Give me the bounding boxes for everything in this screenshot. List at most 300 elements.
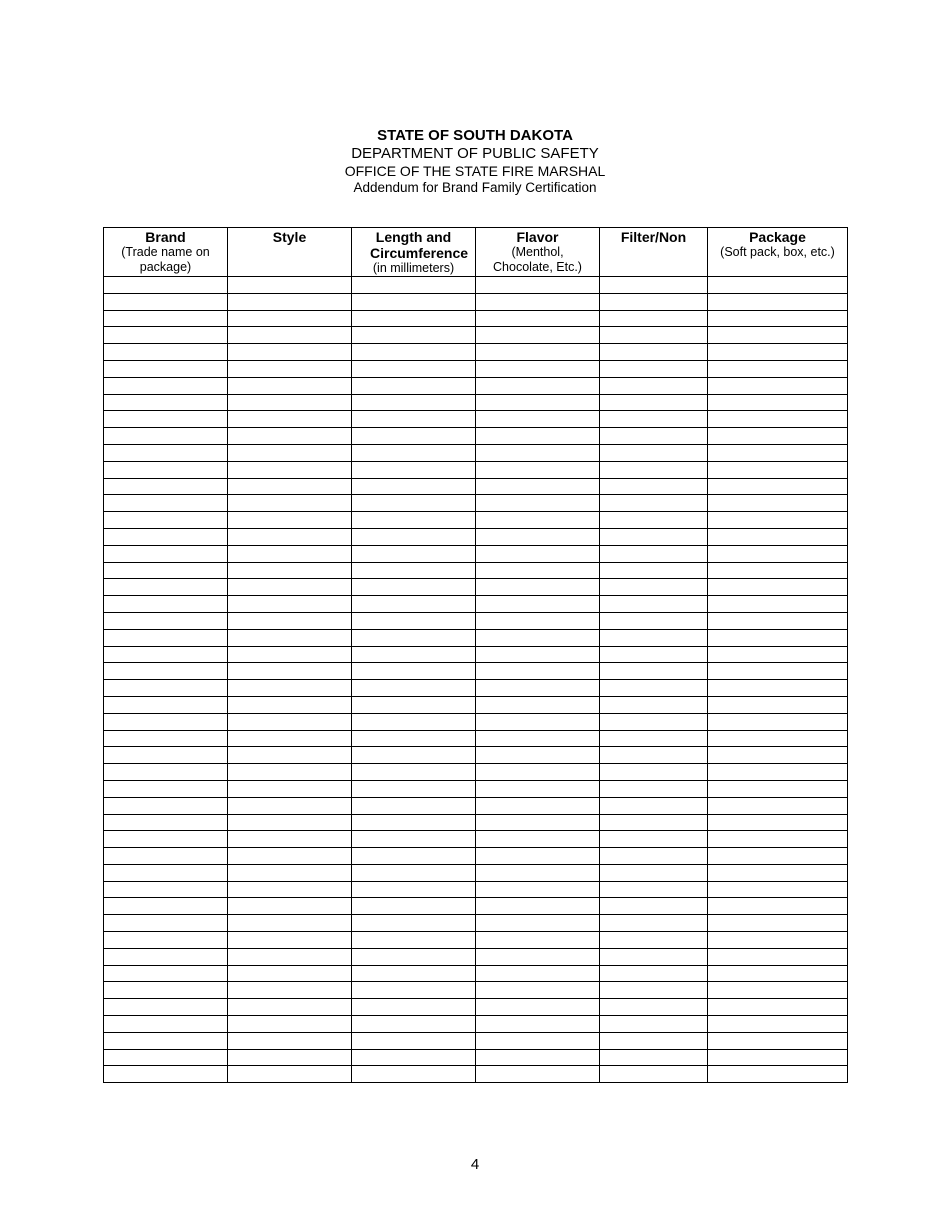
blank-entry-cell[interactable] xyxy=(352,1066,476,1083)
blank-entry-cell[interactable] xyxy=(104,478,228,495)
blank-entry-cell[interactable] xyxy=(600,461,708,478)
blank-entry-cell[interactable] xyxy=(476,680,600,697)
blank-entry-cell[interactable] xyxy=(228,713,352,730)
blank-entry-cell[interactable] xyxy=(708,293,848,310)
blank-entry-cell[interactable] xyxy=(352,831,476,848)
blank-entry-cell[interactable] xyxy=(600,932,708,949)
blank-entry-cell[interactable] xyxy=(708,377,848,394)
blank-entry-cell[interactable] xyxy=(228,848,352,865)
blank-entry-cell[interactable] xyxy=(104,848,228,865)
blank-entry-cell[interactable] xyxy=(228,898,352,915)
table-row xyxy=(104,999,848,1016)
blank-entry-cell[interactable] xyxy=(600,1016,708,1033)
blank-entry-cell[interactable] xyxy=(104,881,228,898)
blank-entry-cell[interactable] xyxy=(352,629,476,646)
blank-entry-cell[interactable] xyxy=(352,864,476,881)
blank-entry-cell[interactable] xyxy=(476,780,600,797)
blank-entry-cell[interactable] xyxy=(476,629,600,646)
blank-entry-cell[interactable] xyxy=(476,411,600,428)
blank-entry-cell[interactable] xyxy=(708,495,848,512)
column-title: Package xyxy=(749,229,806,245)
blank-entry-cell[interactable] xyxy=(352,797,476,814)
blank-entry-cell[interactable] xyxy=(104,545,228,562)
blank-entry-cell[interactable] xyxy=(352,528,476,545)
blank-entry-cell[interactable] xyxy=(476,579,600,596)
blank-entry-cell[interactable] xyxy=(708,915,848,932)
blank-entry-cell[interactable] xyxy=(476,764,600,781)
blank-entry-cell[interactable] xyxy=(352,730,476,747)
blank-entry-cell[interactable] xyxy=(104,612,228,629)
blank-entry-cell[interactable] xyxy=(600,814,708,831)
blank-entry-cell[interactable] xyxy=(476,982,600,999)
blank-entry-cell[interactable] xyxy=(476,293,600,310)
blank-entry-cell[interactable] xyxy=(708,898,848,915)
blank-entry-cell[interactable] xyxy=(708,663,848,680)
blank-entry-cell[interactable] xyxy=(104,495,228,512)
blank-entry-cell[interactable] xyxy=(352,428,476,445)
blank-entry-cell[interactable] xyxy=(228,360,352,377)
blank-entry-cell[interactable] xyxy=(600,360,708,377)
blank-entry-cell[interactable] xyxy=(600,663,708,680)
blank-entry-cell[interactable] xyxy=(228,310,352,327)
blank-entry-cell[interactable] xyxy=(228,747,352,764)
blank-entry-cell[interactable] xyxy=(708,528,848,545)
blank-entry-cell[interactable] xyxy=(476,814,600,831)
blank-entry-cell[interactable] xyxy=(228,864,352,881)
table-row xyxy=(104,696,848,713)
blank-entry-cell[interactable] xyxy=(600,948,708,965)
blank-entry-cell[interactable] xyxy=(104,512,228,529)
blank-entry-cell[interactable] xyxy=(476,1032,600,1049)
blank-entry-cell[interactable] xyxy=(600,394,708,411)
blank-entry-cell[interactable] xyxy=(228,629,352,646)
blank-entry-cell[interactable] xyxy=(600,310,708,327)
blank-entry-cell[interactable] xyxy=(104,360,228,377)
blank-entry-cell[interactable] xyxy=(228,982,352,999)
blank-entry-cell[interactable] xyxy=(708,696,848,713)
table-header-row xyxy=(104,228,848,277)
blank-entry-cell[interactable] xyxy=(476,1066,600,1083)
blank-entry-cell[interactable] xyxy=(708,881,848,898)
blank-entry-cell[interactable] xyxy=(228,915,352,932)
blank-entry-cell[interactable] xyxy=(104,562,228,579)
blank-entry-cell[interactable] xyxy=(708,948,848,965)
blank-entry-cell[interactable] xyxy=(600,444,708,461)
blank-entry-cell[interactable] xyxy=(708,764,848,781)
blank-entry-cell[interactable] xyxy=(228,344,352,361)
blank-entry-cell[interactable] xyxy=(708,646,848,663)
blank-entry-cell[interactable] xyxy=(228,1066,352,1083)
blank-entry-cell[interactable] xyxy=(104,730,228,747)
blank-entry-cell[interactable] xyxy=(476,612,600,629)
blank-entry-cell[interactable] xyxy=(228,327,352,344)
blank-entry-cell[interactable] xyxy=(104,293,228,310)
blank-entry-cell[interactable] xyxy=(708,1066,848,1083)
blank-entry-cell[interactable] xyxy=(104,780,228,797)
blank-entry-cell[interactable] xyxy=(708,848,848,865)
blank-entry-cell[interactable] xyxy=(600,797,708,814)
blank-entry-cell[interactable] xyxy=(708,428,848,445)
blank-entry-cell[interactable] xyxy=(352,948,476,965)
blank-entry-cell[interactable] xyxy=(228,730,352,747)
blank-entry-cell[interactable] xyxy=(104,814,228,831)
blank-entry-cell[interactable] xyxy=(352,1049,476,1066)
blank-entry-cell[interactable] xyxy=(352,680,476,697)
blank-entry-cell[interactable] xyxy=(600,730,708,747)
blank-entry-cell[interactable] xyxy=(104,528,228,545)
blank-entry-cell[interactable] xyxy=(352,915,476,932)
blank-entry-cell[interactable] xyxy=(352,344,476,361)
blank-entry-cell[interactable] xyxy=(352,293,476,310)
blank-entry-cell[interactable] xyxy=(600,864,708,881)
blank-entry-cell[interactable] xyxy=(600,495,708,512)
blank-entry-cell[interactable] xyxy=(600,596,708,613)
blank-entry-cell[interactable] xyxy=(600,377,708,394)
blank-entry-cell[interactable] xyxy=(352,696,476,713)
blank-entry-cell[interactable] xyxy=(104,444,228,461)
blank-entry-cell[interactable] xyxy=(600,411,708,428)
blank-entry-cell[interactable] xyxy=(352,982,476,999)
blank-entry-cell[interactable] xyxy=(104,1016,228,1033)
blank-entry-cell[interactable] xyxy=(708,327,848,344)
blank-entry-cell[interactable] xyxy=(352,780,476,797)
blank-entry-cell[interactable] xyxy=(600,848,708,865)
blank-entry-cell[interactable] xyxy=(708,864,848,881)
blank-entry-cell[interactable] xyxy=(708,562,848,579)
blank-entry-cell[interactable] xyxy=(352,444,476,461)
blank-entry-cell[interactable] xyxy=(476,932,600,949)
blank-entry-cell[interactable] xyxy=(352,713,476,730)
blank-entry-cell[interactable] xyxy=(476,444,600,461)
blank-entry-cell[interactable] xyxy=(228,948,352,965)
blank-entry-cell[interactable] xyxy=(228,663,352,680)
blank-entry-cell[interactable] xyxy=(708,831,848,848)
blank-entry-cell[interactable] xyxy=(600,696,708,713)
blank-entry-cell[interactable] xyxy=(476,344,600,361)
blank-entry-cell[interactable] xyxy=(476,310,600,327)
blank-entry-cell[interactable] xyxy=(228,394,352,411)
blank-entry-cell[interactable] xyxy=(228,831,352,848)
blank-entry-cell[interactable] xyxy=(708,1032,848,1049)
blank-entry-cell[interactable] xyxy=(104,713,228,730)
blank-entry-cell[interactable] xyxy=(600,344,708,361)
blank-entry-cell[interactable] xyxy=(104,747,228,764)
blank-entry-cell[interactable] xyxy=(600,646,708,663)
blank-entry-cell[interactable] xyxy=(352,747,476,764)
blank-entry-cell[interactable] xyxy=(600,428,708,445)
blank-entry-cell[interactable] xyxy=(228,881,352,898)
blank-entry-cell[interactable] xyxy=(228,965,352,982)
blank-entry-cell[interactable] xyxy=(708,344,848,361)
blank-entry-cell[interactable] xyxy=(228,780,352,797)
blank-entry-cell[interactable] xyxy=(228,478,352,495)
blank-entry-cell[interactable] xyxy=(476,377,600,394)
blank-entry-cell[interactable] xyxy=(708,1049,848,1066)
blank-entry-cell[interactable] xyxy=(352,277,476,294)
blank-entry-cell[interactable] xyxy=(228,646,352,663)
blank-entry-cell[interactable] xyxy=(352,360,476,377)
blank-entry-cell[interactable] xyxy=(104,1032,228,1049)
blank-entry-cell[interactable] xyxy=(600,327,708,344)
blank-entry-cell[interactable] xyxy=(476,646,600,663)
table-row xyxy=(104,1016,848,1033)
blank-entry-cell[interactable] xyxy=(228,444,352,461)
blank-entry-cell[interactable] xyxy=(600,629,708,646)
blank-entry-cell[interactable] xyxy=(352,881,476,898)
blank-entry-cell[interactable] xyxy=(476,864,600,881)
blank-entry-cell[interactable] xyxy=(352,848,476,865)
blank-entry-cell[interactable] xyxy=(104,579,228,596)
blank-entry-cell[interactable] xyxy=(476,528,600,545)
blank-entry-cell[interactable] xyxy=(708,596,848,613)
blank-entry-cell[interactable] xyxy=(352,579,476,596)
blank-entry-cell[interactable] xyxy=(228,680,352,697)
blank-entry-cell[interactable] xyxy=(352,495,476,512)
blank-entry-cell[interactable] xyxy=(104,965,228,982)
blank-entry-cell[interactable] xyxy=(476,512,600,529)
blank-entry-cell[interactable] xyxy=(476,797,600,814)
blank-entry-cell[interactable] xyxy=(708,932,848,949)
blank-entry-cell[interactable] xyxy=(228,377,352,394)
blank-entry-cell[interactable] xyxy=(476,948,600,965)
blank-entry-cell[interactable] xyxy=(352,478,476,495)
blank-entry-cell[interactable] xyxy=(228,411,352,428)
blank-entry-cell[interactable] xyxy=(708,797,848,814)
blank-entry-cell[interactable] xyxy=(708,277,848,294)
blank-entry-cell[interactable] xyxy=(708,730,848,747)
blank-entry-cell[interactable] xyxy=(708,982,848,999)
blank-entry-cell[interactable] xyxy=(228,612,352,629)
blank-entry-cell[interactable] xyxy=(104,646,228,663)
blank-entry-cell[interactable] xyxy=(228,579,352,596)
blank-entry-cell[interactable] xyxy=(476,898,600,915)
blank-entry-cell[interactable] xyxy=(600,680,708,697)
blank-entry-cell[interactable] xyxy=(352,327,476,344)
blank-entry-cell[interactable] xyxy=(708,680,848,697)
blank-entry-cell[interactable] xyxy=(104,999,228,1016)
blank-entry-cell[interactable] xyxy=(352,562,476,579)
blank-entry-cell[interactable] xyxy=(228,562,352,579)
blank-entry-cell[interactable] xyxy=(104,344,228,361)
blank-entry-cell[interactable] xyxy=(104,663,228,680)
table-row xyxy=(104,646,848,663)
blank-entry-cell[interactable] xyxy=(228,293,352,310)
blank-entry-cell[interactable] xyxy=(476,327,600,344)
blank-entry-cell[interactable] xyxy=(104,596,228,613)
blank-entry-cell[interactable] xyxy=(352,612,476,629)
blank-entry-cell[interactable] xyxy=(708,579,848,596)
blank-entry-cell[interactable] xyxy=(476,562,600,579)
blank-entry-cell[interactable] xyxy=(708,545,848,562)
blank-entry-cell[interactable] xyxy=(104,831,228,848)
blank-entry-cell[interactable] xyxy=(228,512,352,529)
blank-entry-cell[interactable] xyxy=(476,545,600,562)
blank-entry-cell[interactable] xyxy=(600,1049,708,1066)
blank-entry-cell[interactable] xyxy=(476,999,600,1016)
blank-entry-cell[interactable] xyxy=(352,596,476,613)
blank-entry-cell[interactable] xyxy=(352,1032,476,1049)
blank-entry-cell[interactable] xyxy=(600,831,708,848)
blank-entry-cell[interactable] xyxy=(476,394,600,411)
blank-entry-cell[interactable] xyxy=(600,545,708,562)
blank-entry-cell[interactable] xyxy=(476,495,600,512)
blank-entry-cell[interactable] xyxy=(476,965,600,982)
blank-entry-cell[interactable] xyxy=(708,629,848,646)
blank-entry-cell[interactable] xyxy=(708,360,848,377)
blank-entry-cell[interactable] xyxy=(228,277,352,294)
blank-entry-cell[interactable] xyxy=(228,1049,352,1066)
blank-entry-cell[interactable] xyxy=(476,848,600,865)
blank-entry-cell[interactable] xyxy=(352,999,476,1016)
blank-entry-cell[interactable] xyxy=(104,377,228,394)
blank-entry-cell[interactable] xyxy=(476,478,600,495)
blank-entry-cell[interactable] xyxy=(708,713,848,730)
blank-entry-cell[interactable] xyxy=(228,814,352,831)
blank-entry-cell[interactable] xyxy=(352,898,476,915)
blank-entry-cell[interactable] xyxy=(476,747,600,764)
blank-entry-cell[interactable] xyxy=(708,411,848,428)
column-header-style xyxy=(228,228,352,277)
blank-entry-cell[interactable] xyxy=(228,428,352,445)
blank-entry-cell[interactable] xyxy=(600,562,708,579)
blank-entry-cell[interactable] xyxy=(708,394,848,411)
blank-entry-cell[interactable] xyxy=(600,898,708,915)
blank-entry-cell[interactable] xyxy=(476,881,600,898)
blank-entry-cell[interactable] xyxy=(228,764,352,781)
table-row xyxy=(104,915,848,932)
blank-entry-cell[interactable] xyxy=(352,814,476,831)
blank-entry-cell[interactable] xyxy=(104,461,228,478)
column-header-filter xyxy=(600,228,708,277)
blank-entry-cell[interactable] xyxy=(708,999,848,1016)
blank-entry-cell[interactable] xyxy=(104,864,228,881)
blank-entry-cell[interactable] xyxy=(352,965,476,982)
blank-entry-cell[interactable] xyxy=(476,277,600,294)
blank-entry-cell[interactable] xyxy=(708,965,848,982)
blank-entry-cell[interactable] xyxy=(476,696,600,713)
blank-entry-cell[interactable] xyxy=(476,596,600,613)
blank-entry-cell[interactable] xyxy=(600,1066,708,1083)
blank-entry-cell[interactable] xyxy=(228,596,352,613)
blank-entry-cell[interactable] xyxy=(600,1032,708,1049)
blank-entry-cell[interactable] xyxy=(228,1032,352,1049)
blank-entry-cell[interactable] xyxy=(600,528,708,545)
blank-entry-cell[interactable] xyxy=(708,310,848,327)
blank-entry-cell[interactable] xyxy=(600,965,708,982)
blank-entry-cell[interactable] xyxy=(600,764,708,781)
blank-entry-cell[interactable] xyxy=(476,730,600,747)
blank-entry-cell[interactable] xyxy=(104,411,228,428)
blank-entry-cell[interactable] xyxy=(708,612,848,629)
blank-entry-cell[interactable] xyxy=(352,764,476,781)
blank-entry-cell[interactable] xyxy=(708,444,848,461)
blank-entry-cell[interactable] xyxy=(476,461,600,478)
blank-entry-cell[interactable] xyxy=(600,881,708,898)
blank-entry-cell[interactable] xyxy=(708,461,848,478)
blank-entry-cell[interactable] xyxy=(352,663,476,680)
blank-entry-cell[interactable] xyxy=(104,898,228,915)
blank-entry-cell[interactable] xyxy=(104,696,228,713)
blank-entry-cell[interactable] xyxy=(352,411,476,428)
blank-entry-cell[interactable] xyxy=(352,512,476,529)
blank-entry-cell[interactable] xyxy=(476,360,600,377)
blank-entry-cell[interactable] xyxy=(600,747,708,764)
blank-entry-cell[interactable] xyxy=(352,461,476,478)
table-row xyxy=(104,461,848,478)
blank-entry-cell[interactable] xyxy=(228,495,352,512)
blank-entry-cell[interactable] xyxy=(476,663,600,680)
blank-entry-cell[interactable] xyxy=(600,277,708,294)
blank-entry-cell[interactable] xyxy=(228,999,352,1016)
blank-entry-cell[interactable] xyxy=(600,713,708,730)
blank-entry-cell[interactable] xyxy=(708,478,848,495)
blank-entry-cell[interactable] xyxy=(476,713,600,730)
blank-entry-cell[interactable] xyxy=(708,814,848,831)
blank-entry-cell[interactable] xyxy=(104,1066,228,1083)
blank-entry-cell[interactable] xyxy=(600,999,708,1016)
blank-entry-cell[interactable] xyxy=(600,612,708,629)
blank-entry-cell[interactable] xyxy=(708,512,848,529)
blank-entry-cell[interactable] xyxy=(352,932,476,949)
blank-entry-cell[interactable] xyxy=(228,1016,352,1033)
blank-entry-cell[interactable] xyxy=(104,394,228,411)
blank-entry-cell[interactable] xyxy=(600,915,708,932)
blank-entry-cell[interactable] xyxy=(104,277,228,294)
blank-entry-cell[interactable] xyxy=(104,629,228,646)
blank-entry-cell[interactable] xyxy=(104,982,228,999)
blank-entry-cell[interactable] xyxy=(228,797,352,814)
blank-entry-cell[interactable] xyxy=(104,428,228,445)
blank-entry-cell[interactable] xyxy=(104,327,228,344)
blank-entry-cell[interactable] xyxy=(352,310,476,327)
blank-entry-cell[interactable] xyxy=(104,310,228,327)
blank-entry-cell[interactable] xyxy=(600,780,708,797)
blank-entry-cell[interactable] xyxy=(352,545,476,562)
blank-entry-cell[interactable] xyxy=(352,394,476,411)
blank-entry-cell[interactable] xyxy=(600,478,708,495)
blank-entry-cell[interactable] xyxy=(228,696,352,713)
blank-entry-cell[interactable] xyxy=(476,428,600,445)
blank-entry-cell[interactable] xyxy=(476,1049,600,1066)
blank-entry-cell[interactable] xyxy=(228,461,352,478)
blank-entry-cell[interactable] xyxy=(600,512,708,529)
blank-entry-cell[interactable] xyxy=(600,982,708,999)
blank-entry-cell[interactable] xyxy=(104,1049,228,1066)
blank-entry-cell[interactable] xyxy=(600,293,708,310)
blank-entry-cell[interactable] xyxy=(104,680,228,697)
blank-entry-cell[interactable] xyxy=(600,579,708,596)
blank-entry-cell[interactable] xyxy=(104,932,228,949)
blank-entry-cell[interactable] xyxy=(104,764,228,781)
blank-entry-cell[interactable] xyxy=(352,1016,476,1033)
blank-entry-cell[interactable] xyxy=(708,1016,848,1033)
blank-entry-cell[interactable] xyxy=(352,646,476,663)
blank-entry-cell[interactable] xyxy=(476,915,600,932)
blank-entry-cell[interactable] xyxy=(104,915,228,932)
blank-entry-cell[interactable] xyxy=(228,528,352,545)
blank-entry-cell[interactable] xyxy=(104,948,228,965)
blank-entry-cell[interactable] xyxy=(708,747,848,764)
table-row xyxy=(104,310,848,327)
blank-entry-cell[interactable] xyxy=(476,1016,600,1033)
blank-entry-cell[interactable] xyxy=(708,780,848,797)
blank-entry-cell[interactable] xyxy=(228,545,352,562)
blank-entry-cell[interactable] xyxy=(352,377,476,394)
document-header xyxy=(0,127,950,196)
blank-entry-cell[interactable] xyxy=(104,797,228,814)
blank-entry-cell[interactable] xyxy=(228,932,352,949)
blank-entry-cell[interactable] xyxy=(476,831,600,848)
